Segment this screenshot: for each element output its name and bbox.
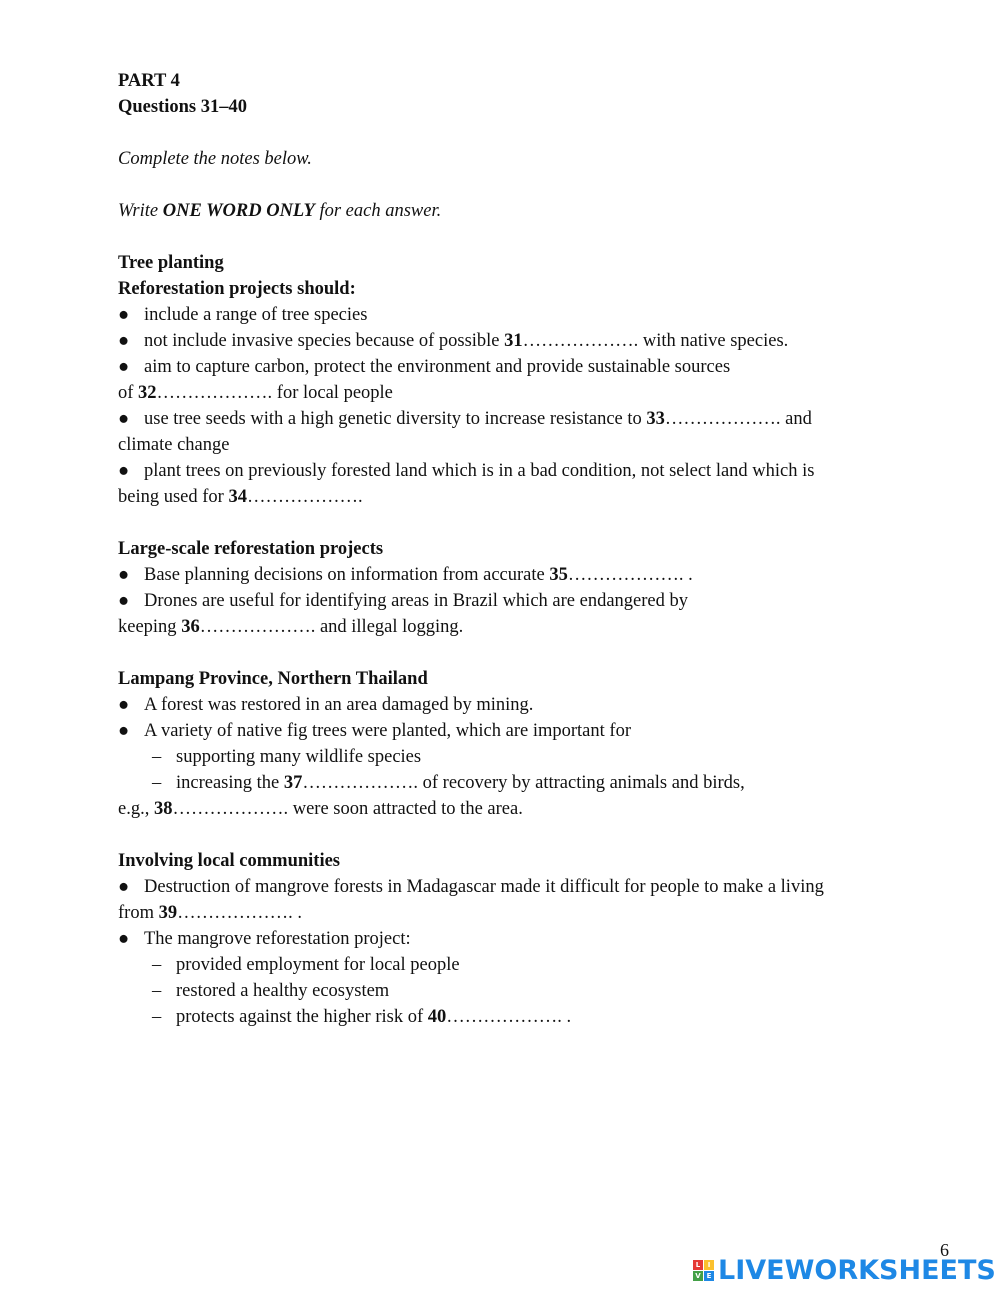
logo-text: LIVEWORKSHEETS bbox=[718, 1254, 996, 1286]
list-item: ● Destruction of mangrove forests in Madagascar made it difficult for people to make a living bbox=[118, 877, 824, 897]
sub-list-item: – increasing the 37………………. of recovery by attracting animals and birds, bbox=[152, 773, 745, 793]
answer-blank-39[interactable]: ………………. bbox=[177, 903, 293, 923]
questions-heading: Questions 31–40 bbox=[118, 97, 248, 117]
answer-blank-38[interactable]: ………………. bbox=[172, 799, 289, 819]
question-number-34: 34 bbox=[228, 487, 247, 507]
section-title-lampang: Lampang Province, Northern Thailand bbox=[118, 669, 428, 689]
list-item: ● Base planning decisions on information from accurate 35………………. . bbox=[118, 565, 693, 585]
question-number-33: 33 bbox=[646, 409, 665, 429]
answer-blank-40[interactable]: ………………. bbox=[446, 1007, 562, 1027]
list-item: ● use tree seeds with a high genetic diversity to increase resistance to 33………………. and bbox=[118, 409, 812, 429]
instruction-complete: Complete the notes below. bbox=[118, 149, 312, 169]
question-number-36: 36 bbox=[181, 617, 200, 637]
list-item-continuation: e.g., 38………………. were soon attracted to the area. bbox=[118, 799, 523, 819]
answer-blank-34[interactable]: ………………. bbox=[246, 487, 363, 507]
question-number-37: 37 bbox=[283, 773, 303, 793]
liveworksheets-logo[interactable] bbox=[693, 1254, 996, 1286]
list-item: ● include a range of tree species bbox=[118, 305, 368, 325]
sub-list-item: – protects against the higher risk of 40………………. . bbox=[152, 1007, 572, 1027]
answer-blank-37[interactable]: ………………. bbox=[302, 773, 418, 793]
answer-blank-36[interactable]: ………………. bbox=[199, 617, 316, 637]
list-item-continuation: of 32………………. for local people bbox=[118, 383, 393, 403]
question-number-39: 39 bbox=[158, 903, 178, 923]
logo-tile: V bbox=[693, 1271, 703, 1281]
list-item: ● A forest was restored in an area damaged by mining. bbox=[118, 695, 534, 715]
logo-tile: E bbox=[704, 1271, 714, 1281]
list-item: ● A variety of native fig trees were planted, which are important for bbox=[118, 721, 631, 741]
worksheet-page bbox=[118, 68, 898, 1030]
list-item: ● Drones are useful for identifying areas in Brazil which are endangered by bbox=[118, 591, 688, 611]
list-item-continuation: from 39………………. . bbox=[118, 903, 302, 923]
question-number-31: 31 bbox=[504, 331, 523, 351]
part-heading: PART 4 bbox=[118, 71, 180, 91]
list-item-continuation: keeping 36………………. and illegal logging. bbox=[118, 617, 464, 637]
logo-tile: L bbox=[693, 1260, 703, 1270]
question-number-38: 38 bbox=[153, 799, 173, 819]
question-number-35: 35 bbox=[549, 565, 568, 585]
list-item: ● not include invasive species because of possible 31………………. with native species. bbox=[118, 331, 789, 351]
answer-blank-32[interactable]: ………………. bbox=[156, 383, 273, 403]
section-subtitle-reforestation: Reforestation projects should: bbox=[118, 279, 356, 299]
question-number-40: 40 bbox=[427, 1007, 447, 1027]
instruction-write: Write ONE WORD ONLY for each answer. bbox=[118, 201, 442, 221]
list-item-continuation: being used for 34………………. bbox=[118, 487, 363, 507]
answer-blank-31[interactable]: ………………. bbox=[522, 331, 639, 351]
sub-list-item: – restored a healthy ecosystem bbox=[152, 981, 390, 1001]
question-number-32: 32 bbox=[138, 383, 157, 403]
answer-blank-35[interactable]: ………………. bbox=[567, 565, 684, 585]
list-item: ● plant trees on previously forested land which is in a bad condition, not select land which is bbox=[118, 461, 815, 481]
list-item: ● The mangrove reforestation project: bbox=[118, 929, 411, 949]
section-title-local-communities: Involving local communities bbox=[118, 851, 341, 871]
list-item-continuation: climate change bbox=[118, 435, 230, 455]
list-item: ● aim to capture carbon, protect the environment and provide sustainable sources bbox=[118, 357, 731, 377]
answer-blank-33[interactable]: ………………. bbox=[664, 409, 781, 429]
section-title-tree-planting: Tree planting bbox=[118, 253, 224, 273]
sub-list-item: – provided employment for local people bbox=[152, 955, 460, 975]
logo-tile: I bbox=[704, 1260, 714, 1270]
sub-list-item: – supporting many wildlife species bbox=[152, 747, 422, 767]
logo-mark-icon bbox=[693, 1260, 714, 1281]
page-number: 6 bbox=[940, 1240, 949, 1260]
section-title-large-scale: Large-scale reforestation projects bbox=[118, 539, 384, 559]
